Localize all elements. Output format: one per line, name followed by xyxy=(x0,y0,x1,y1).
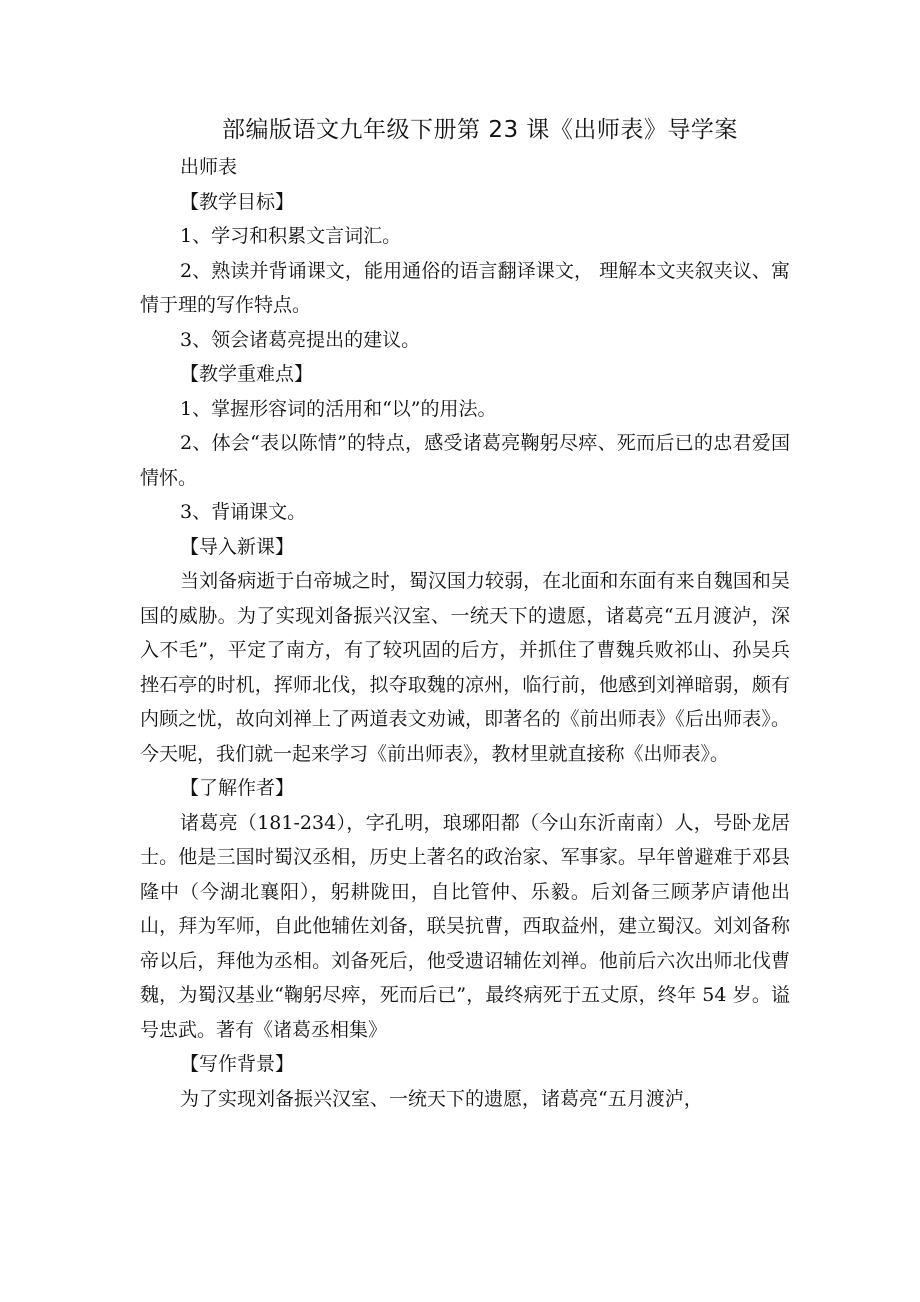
section-heading-intro: 【导入新课】 xyxy=(180,535,295,558)
keypoint-item: 3、背诵课文。 xyxy=(180,501,307,523)
section-heading-keypoints: 【教学重难点】 xyxy=(180,363,314,385)
goal-item: 3、领会诸葛亮提出的建议。 xyxy=(180,328,421,351)
section-heading-goals: 【教学目标】 xyxy=(180,190,295,213)
goal-item: 1、学习和积累文言词汇。 xyxy=(180,225,402,247)
background-paragraph: 为了实现刘备振兴汉室、一统天下的遗愿，诸葛亮“五月渡泸， xyxy=(180,1087,703,1110)
document-body xyxy=(140,110,790,1116)
section-heading-background: 【写作背景】 xyxy=(180,1053,295,1075)
author-paragraph: 诸葛亮（181-234），字孔明，琅琊阳都（今山东沂南南）人，号卧龙居士。他是三国时蜀汉丞相，历史上著名的政治家、军事家。早年曾避难于邓县隆中（今湖北襄阳），躬耕陇田，自比管仲、乐毅。后刘备三顾茅庐请他出山，拜为军师，自此他辅佐刘备，联吴抗曹，西取益州，建立蜀汉。刘刘备称帝以后，拜他为丞相。刘备死后，他受遗诏辅佐刘禅。他前后六次出师北伐曹魏，为蜀汉基业“鞠躬尽瘁，死而后已”，最终病死于五丈原，终年 54 岁。谥号忠武。著有《诸葛丞相集》 xyxy=(140,811,790,1041)
keypoint-item: 2、体会“表以陈情”的特点，感受诸葛亮鞠躬尽瘁、死而后已的忠君爱国情怀。 xyxy=(140,432,790,489)
keypoint-item: 1、掌握形容词的活用和“以”的用法。 xyxy=(180,397,497,420)
intro-paragraph: 当刘备病逝于白帝城之时，蜀汉国力较弱，在北面和东面有来自魏国和吴国的威胁。为了实现刘备振兴汉室、一统天下的遗愿，诸葛亮“五月渡泸，深入不毛”，平定了南方，有了较巩固的后方，并抓住了曹魏兵败祁山、孙吴兵挫石亭的时机，挥师北伐，拟夺取魏的凉州，临行前，他感到刘禅暗弱，颇有内顾之忧，故向刘禅上了两道表文劝诫，即著名的《前出师表》《后出师表》。今天呢，我们就一起来学习《前出师表》，教材里就直接称《出师表》。 xyxy=(140,570,790,765)
subtitle: 出师表 xyxy=(180,156,238,178)
section-heading-author: 【了解作者】 xyxy=(180,777,295,799)
goal-item: 2、熟读并背诵课文，能用通俗的语言翻译课文， 理解本文夹叙夹议、寓情于理的写作特点。 xyxy=(140,259,790,316)
document-title: 部编版语文九年级下册第 23 课《出师表》导学案 xyxy=(222,117,738,143)
